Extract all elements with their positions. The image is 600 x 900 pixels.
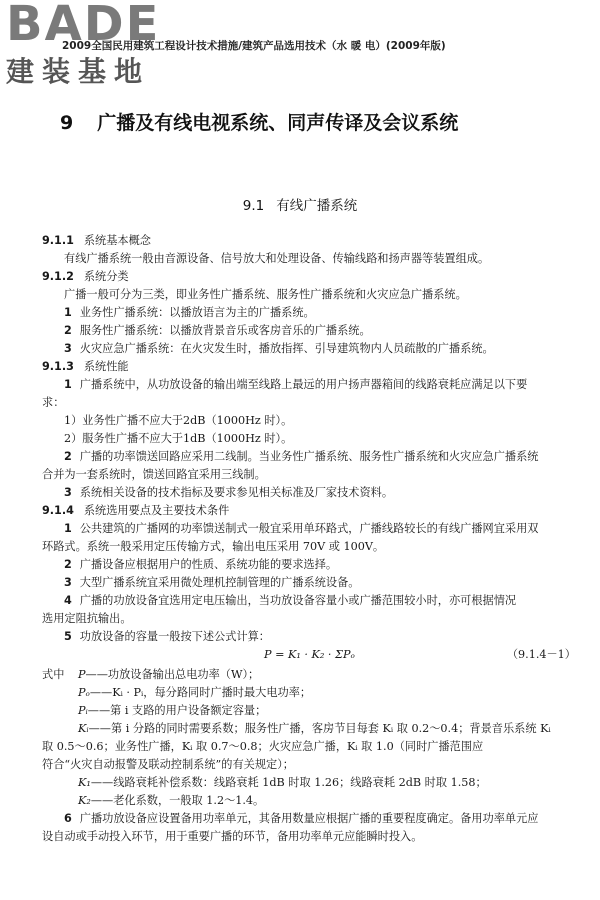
item-number: 2: [64, 558, 72, 571]
clause-heading: [42, 358, 576, 376]
definition-text: ——老化系数，一般取 1.2～1.4。: [90, 794, 265, 807]
definition-row: [42, 792, 576, 810]
paragraph: [42, 556, 576, 574]
item-text: 火灾应急广播系统：在火灾发生时，播放指挥、引导建筑物内人员疏散的广播系统。: [79, 342, 494, 355]
item-number: 1: [64, 522, 72, 535]
clause-number: 9.1.4: [42, 504, 74, 517]
definition-row: [42, 666, 576, 684]
definition-row: [42, 720, 576, 738]
paragraph: [42, 574, 576, 592]
definition-text: ——第 i 分路的同时需要系数；服务性广播，客房节目每套 Kᵢ 取 0.2～0.4；背景音乐系统 Kᵢ: [88, 722, 551, 735]
paragraph: [42, 592, 576, 610]
where-label: 式中: [42, 668, 65, 681]
definition-text: ——功放设备输出总电功率（W）；: [85, 668, 260, 681]
item-text: 系统相关设备的技术指标及要求参见相关标准及厂家技术资料。: [79, 486, 394, 499]
definition-symbol: K₂: [78, 794, 91, 807]
paragraph: [42, 376, 576, 394]
item-text: 广播设备应根据用户的性质、系统功能的要求选择。: [79, 558, 338, 571]
formula-expression: P = K₁ · K₂ · ΣPₒ: [264, 648, 355, 661]
paragraph-continuation: 环路式。系统一般采用定压传输方式，输出电压采用 70V 或 100V。: [42, 540, 385, 553]
item-text: 大型广播系统宜采用微处理机控制管理的广播系统设备。: [79, 576, 360, 589]
watermark-subtitle: 建装基地: [6, 55, 151, 88]
item-number: 1: [64, 306, 72, 319]
item-number: 1: [64, 378, 72, 391]
item-text: 功放设备的容量一般按下述公式计算：: [79, 630, 270, 643]
clause-title: 系统选用要点及主要技术条件: [83, 504, 230, 517]
definition-symbol: Pᵢ: [78, 704, 88, 717]
paragraph: [42, 448, 576, 466]
item-number: 6: [64, 812, 72, 825]
item-number: 5: [64, 630, 72, 643]
paragraph-continuation: 选用定阻抗输出。: [42, 612, 132, 625]
clause-number: 9.1.1: [42, 234, 74, 247]
definition-symbol: Pₒ: [78, 686, 90, 699]
clause-heading: [42, 268, 576, 286]
clause-title: 系统基本概念: [83, 234, 151, 247]
paragraph: [42, 520, 576, 538]
clause-title: 系统性能: [83, 360, 129, 373]
definition-symbol: K₁: [78, 776, 91, 789]
item-text: 服务性广播系统：以播放背景音乐或客房音乐的广播系统。: [79, 324, 371, 337]
chapter-title-text: 广播及有线电视系统、同声传译及会议系统: [97, 112, 459, 134]
document-body: [42, 232, 576, 846]
definition-continuation: 符合“火灾自动报警及联动控制系统”的有关规定）；: [42, 758, 294, 771]
clause-heading: [42, 502, 576, 520]
running-head: 2009全国民用建筑工程设计技术措施/建筑产品选用技术（水 暖 电）(2009年版): [62, 40, 446, 52]
clause-title: 系统分类: [83, 270, 129, 283]
definition-text: ——Kᵢ · Pᵢ，每分路同时广播时最大电功率；: [89, 686, 312, 699]
paragraph: [42, 628, 576, 646]
clause-number: 9.1.3: [42, 360, 74, 373]
clause-heading: [42, 232, 576, 250]
definition-row: [42, 774, 576, 792]
chapter-title: [60, 108, 560, 135]
sub-item: 2）服务性广播不应大于1dB（1000Hz 时）。: [64, 432, 293, 445]
definition-row: [42, 702, 576, 720]
item-number: 4: [64, 594, 72, 607]
watermark-logo: BADE: [6, 0, 161, 52]
item-number: 2: [64, 450, 72, 463]
paragraph-continuation: 求：: [42, 396, 65, 409]
section-number: 9.1: [242, 198, 265, 214]
definition-symbol: Kᵢ: [78, 722, 89, 735]
paragraph: 广播一般可分为三类，即业务性广播系统、服务性广播系统和火灾应急广播系统。: [64, 288, 467, 301]
list-item: [42, 322, 576, 340]
equation-number: （9.1.4－1）: [506, 648, 576, 661]
clause-number: 9.1.2: [42, 270, 74, 283]
item-number: 3: [64, 342, 72, 355]
item-text: 广播的功放设备宜选用定电压输出，当功放设备容量小或广播范围较小时，亦可根据情况: [79, 594, 517, 607]
definition-row: [42, 684, 576, 702]
definition-symbol: P: [78, 668, 86, 681]
chapter-number: 9: [60, 112, 74, 134]
definition-text: ——第 i 支路的用户设备额定容量；: [87, 704, 267, 717]
paragraph-continuation: 设自动或手动投入环节，用于重要广播的环节，备用功率单元应能瞬时投入。: [42, 830, 423, 843]
item-text: 广播的功率馈送回路应采用二线制。当业务性广播系统、服务性广播系统和火灾应急广播系统: [79, 450, 539, 463]
sub-item: 1）业务性广播不应大于2dB（1000Hz 时）。: [64, 414, 293, 427]
section-title-text: 有线广播系统: [276, 198, 358, 214]
formula: [42, 646, 576, 666]
item-text: 业务性广播系统：以播放语言为主的广播系统。: [79, 306, 315, 319]
paragraph: 有线广播系统一般由音源设备、信号放大和处理设备、传输线路和扬声器等装置组成。: [64, 252, 490, 265]
definition-continuation: 取 0.5～0.6；业务性广播，Kᵢ 取 0.7～0.8；火灾应急广播，Kᵢ 取 1.0（同时广播范围应: [42, 740, 484, 753]
item-text: 广播系统中，从功放设备的输出端至线路上最远的用户扬声器箱间的线路衰耗应满足以下要: [79, 378, 528, 391]
paragraph-continuation: 合并为一套系统时，馈送回路宜采用三线制。: [42, 468, 266, 481]
section-title: [0, 194, 600, 214]
item-number: 3: [64, 486, 72, 499]
definition-text: ——线路衰耗补偿系数：线路衰耗 1dB 时取 1.26；线路衰耗 2dB 时取 1.58；: [90, 776, 487, 789]
item-number: 3: [64, 576, 72, 589]
item-number: 2: [64, 324, 72, 337]
item-text: 公共建筑的广播网的功率馈送制式一般宜采用单环路式，广播线路较长的有线广播网宜采用双: [79, 522, 539, 535]
list-item: [42, 304, 576, 322]
list-item: [42, 340, 576, 358]
paragraph: [42, 810, 576, 828]
item-text: 广播功放设备应设置备用功率单元，其备用数量应根据广播的重要程度确定。备用功率单元应: [79, 812, 539, 825]
paragraph: [42, 484, 576, 502]
